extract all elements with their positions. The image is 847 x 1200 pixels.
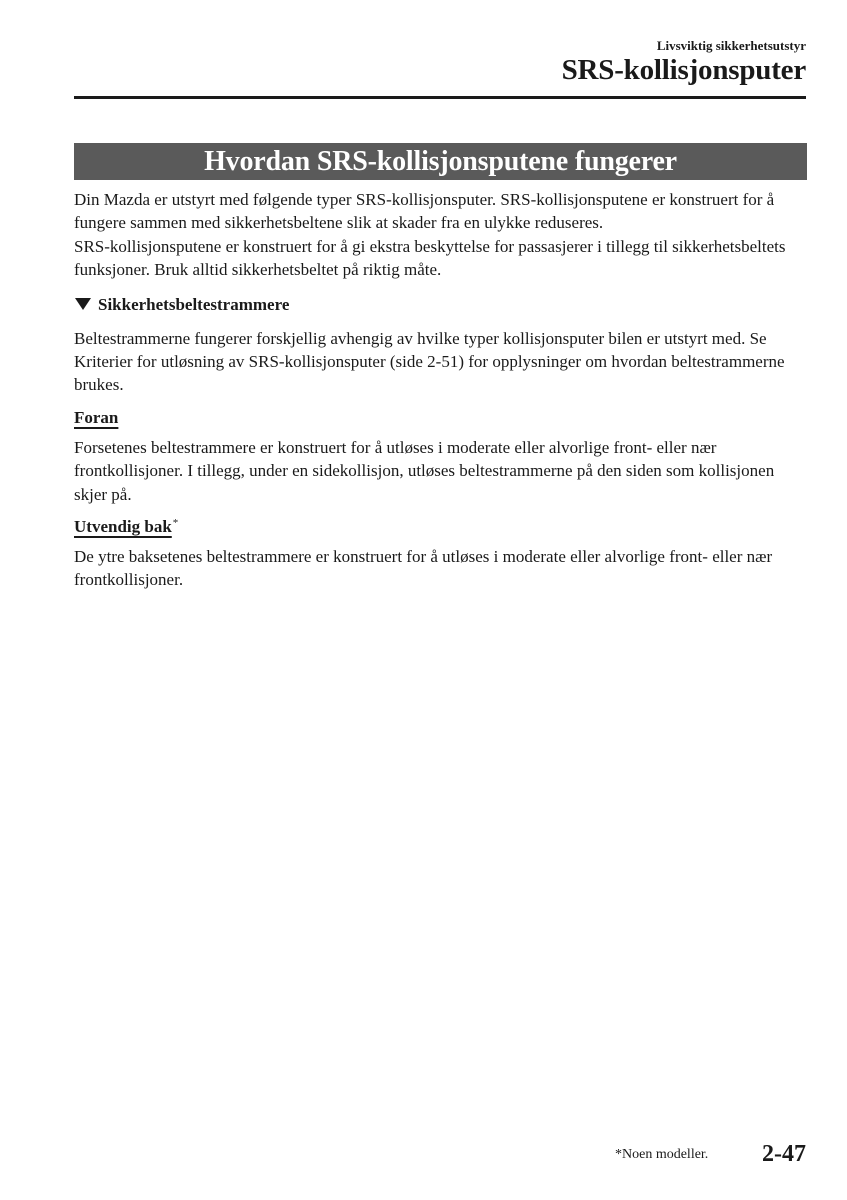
front-label <box>74 406 799 429</box>
intro-paragraph-2: SRS-kollisjonsputene er konstruert for å gi ekstra beskyttelse for passasjerer i tillegg til sikkerhetsbeltets funksjoner. Bruk alltid sikkerhetsbeltet på riktig måte. <box>74 236 786 280</box>
pretensioner-paragraph: Beltestrammerne fungerer forskjellig avhengig av hvilke typer kollisjonsputer bilen er utstyrt med. Se Kriterier for utløsning av SRS-kollisjonsputer (side 2-51) for opplysninger om hvordan beltestrammerne brukes. <box>74 328 785 395</box>
header-divider <box>74 96 806 99</box>
rear-label <box>74 515 799 538</box>
subsection-heading <box>74 293 799 316</box>
intro-paragraph-1: Din Mazda er utstyrt med følgende typer SRS-kollisjonsputer. SRS-kollisjonsputene er konstruert for å fungere sammen med sikkerhetsbeltene slik at skader fra en ulykke reduseres. <box>74 190 775 233</box>
page-title: Hvordan SRS-kollisjonsputene fungerer <box>204 145 677 177</box>
page-number: 2-47 <box>762 1141 806 1167</box>
chapter-title: SRS-kollisjonsputer <box>561 54 806 86</box>
front-paragraph: Forsetenes beltestrammere er konstruert for å utløses i moderate eller alvorlige front- eller nær frontkollisjoner. I tillegg, under en sidekollisjon, utløses beltestrammerne på den siden som kollisjonen skjer på. <box>74 437 775 504</box>
subsection-heading-text: Sikkerhetsbeltestrammere <box>98 294 290 314</box>
section-title: Livsviktig sikkerhetsutstyr <box>656 38 806 53</box>
main-content <box>74 188 799 592</box>
asterisk-marker: * <box>172 517 179 530</box>
triangle-down-icon <box>75 298 91 310</box>
front-label-text: Foran <box>74 407 119 427</box>
footnote: *Noen modeller. <box>615 1147 709 1162</box>
rear-paragraph: De ytre baksetenes beltestrammere er konstruert for å utløses i moderate eller alvorlige front- eller nær frontkollisjoner. <box>74 547 773 590</box>
section-banner <box>74 143 807 180</box>
rear-label-text: Utvendig bak <box>74 517 172 537</box>
